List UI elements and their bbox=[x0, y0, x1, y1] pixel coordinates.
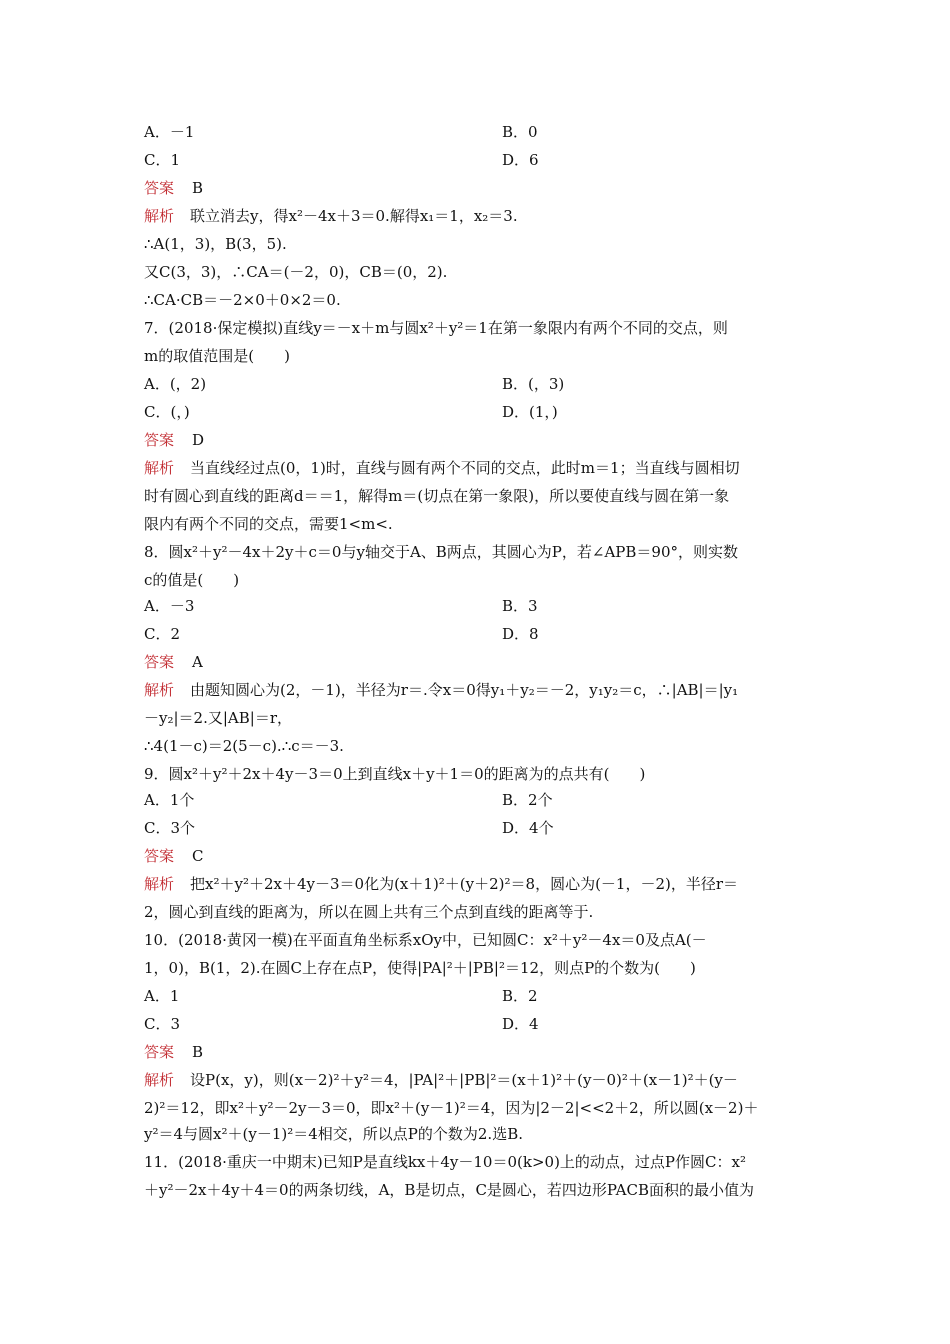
q7-answer: D bbox=[192, 431, 205, 449]
q8-explanation-line-3: ∴4(1－c)＝2(5－c).∴c＝－3. bbox=[144, 737, 344, 755]
q8-stem-line-1: 8．圆x²＋y²－4x＋2y＋c＝0与y轴交于A、B两点，其圆心为P，若∠APB＝90°，则实数 bbox=[144, 543, 738, 561]
q9-option-a: A．1个 bbox=[144, 791, 195, 809]
q9-answer: C bbox=[192, 847, 204, 865]
q10-answer-line bbox=[144, 1042, 203, 1062]
q6-explanation-line-4: ∴CA·CB＝－2×0＋0×2＝0. bbox=[144, 291, 341, 309]
q10-stem-line-1: 10．(2018·黄冈一模)在平面直角坐标系xOy中，已知圆C：x²＋y²－4x＝0及点A(－ bbox=[144, 931, 707, 949]
answer-label: 答案 bbox=[144, 179, 175, 197]
q9-option-d: D．4个 bbox=[502, 819, 554, 837]
q8-option-a: A．－3 bbox=[144, 597, 195, 615]
q6-explanation-line-2: ∴A(1，3)，B(3，5). bbox=[144, 235, 287, 253]
q9-answer-line bbox=[144, 846, 204, 866]
q9-stem-line-1: 9．圆x²＋y²＋2x＋4y－3＝0上到直线x＋y＋1＝0的距离为的点共有( ) bbox=[144, 765, 646, 783]
q8-explanation-text-1: 由题知圆心为(2，－1)，半径为r＝.令x＝0得y₁＋y₂＝－2，y₁y₂＝c，∴|AB|＝|y₁ bbox=[190, 681, 739, 699]
q10-option-d: D．4 bbox=[502, 1015, 539, 1033]
q9-explanation-text-1: 把x²＋y²＋2x＋4y－3＝0化为(x＋1)²＋(y＋2)²＝8，圆心为(－1，－2)，半径r＝ bbox=[190, 875, 739, 893]
q6-answer-line bbox=[144, 178, 203, 198]
q6-option-a: A．－1 bbox=[144, 123, 195, 141]
answer-label: 答案 bbox=[144, 847, 175, 865]
q9-explanation-line-2: 2，圆心到直线的距离为，所以在圆上共有三个点到直线的距离等于. bbox=[144, 903, 594, 921]
answer-label: 答案 bbox=[144, 1043, 175, 1061]
q8-option-d: D．8 bbox=[502, 625, 539, 643]
q7-stem-line-2: m的取值范围是( ) bbox=[144, 347, 290, 365]
q7-option-c: C．(，) bbox=[144, 403, 190, 421]
q7-answer-line bbox=[144, 430, 204, 450]
q7-stem-line-1: 7．(2018·保定模拟)直线y＝－x＋m与圆x²＋y²＝1在第一象限内有两个不同的交点，则 bbox=[144, 319, 728, 337]
q6-explanation-line-1 bbox=[144, 206, 518, 226]
q8-option-b: B．3 bbox=[502, 597, 538, 615]
q10-stem-line-2: 1，0)，B(1，2).在圆C上存在点P，使得|PA|²＋|PB|²＝12，则点P的个数为( ) bbox=[144, 959, 696, 977]
explanation-label: 解析 bbox=[144, 207, 175, 225]
explanation-label: 解析 bbox=[144, 459, 175, 477]
q10-explanation-text-1: 设P(x，y)，则(x－2)²＋y²＝4，|PA|²＋|PB|²＝(x＋1)²＋(y－0)²＋(x－1)²＋(y－ bbox=[190, 1071, 738, 1089]
q7-option-a: A．(，2) bbox=[144, 375, 207, 393]
q7-option-d: D．(1，) bbox=[502, 403, 558, 421]
answer-label: 答案 bbox=[144, 431, 175, 449]
q7-explanation-line-2: 时有圆心到直线的距离d＝＝1，解得m＝(切点在第一象限)，所以要使直线与圆在第一象 bbox=[144, 487, 730, 505]
q9-option-c: C．3个 bbox=[144, 819, 196, 837]
q10-option-c: C．3 bbox=[144, 1015, 181, 1033]
q11-stem-line-1: 11．(2018·重庆一中期末)已知P是直线kx＋4y－10＝0(k>0)上的动点，过点P作圆C：x² bbox=[144, 1153, 746, 1171]
explanation-label: 解析 bbox=[144, 875, 175, 893]
q6-option-d: D．6 bbox=[502, 151, 539, 169]
q7-explanation-text-1: 当直线经过点(0，1)时，直线与圆有两个不同的交点，此时m＝1；当直线与圆相切 bbox=[190, 459, 740, 477]
explanation-label: 解析 bbox=[144, 681, 175, 699]
q8-option-c: C．2 bbox=[144, 625, 181, 643]
q10-option-b: B．2 bbox=[502, 987, 538, 1005]
q10-explanation-line-3: y²＝4与圆x²＋(y－1)²＝4相交，所以点P的个数为2.选B. bbox=[144, 1125, 523, 1143]
q8-answer: A bbox=[192, 653, 203, 671]
q6-option-c: C．1 bbox=[144, 151, 181, 169]
q10-option-a: A．1 bbox=[144, 987, 180, 1005]
q10-answer: B bbox=[192, 1043, 204, 1061]
q7-explanation-line-3: 限内有两个不同的交点，需要1<m<. bbox=[144, 515, 393, 533]
q7-option-b: B．(，3) bbox=[502, 375, 565, 393]
q6-explanation-text-1: 联立消去y，得x²－4x＋3＝0.解得x₁＝1，x₂＝3. bbox=[190, 207, 518, 225]
explanation-label: 解析 bbox=[144, 1071, 175, 1089]
q11-stem-line-2: ＋y²－2x＋4y＋4＝0的两条切线，A，B是切点，C是圆心，若四边形PACB面积的最小值为 bbox=[144, 1181, 754, 1199]
q6-answer: B bbox=[192, 179, 204, 197]
q6-explanation-line-3: 又C(3，3)，∴CA＝(－2，0)，CB＝(0，2). bbox=[144, 263, 448, 281]
q8-explanation-line-1 bbox=[144, 680, 738, 700]
q8-explanation-line-2: －y₂|＝2.又|AB|＝r， bbox=[144, 709, 292, 727]
q6-option-b: B．0 bbox=[502, 123, 538, 141]
q8-stem-line-2: c的值是( ) bbox=[144, 571, 240, 589]
q10-explanation-line-1 bbox=[144, 1070, 738, 1090]
q8-answer-line bbox=[144, 652, 203, 672]
q9-option-b: B．2个 bbox=[502, 791, 553, 809]
answer-label: 答案 bbox=[144, 653, 175, 671]
q7-explanation-line-1 bbox=[144, 458, 740, 478]
q10-explanation-line-2: 2)²＝12，即x²＋y²－2y－3＝0，即x²＋(y－1)²＝4，因为|2－2|<<2＋2，所以圆(x－2)＋ bbox=[144, 1099, 759, 1117]
q9-explanation-line-1 bbox=[144, 874, 738, 894]
